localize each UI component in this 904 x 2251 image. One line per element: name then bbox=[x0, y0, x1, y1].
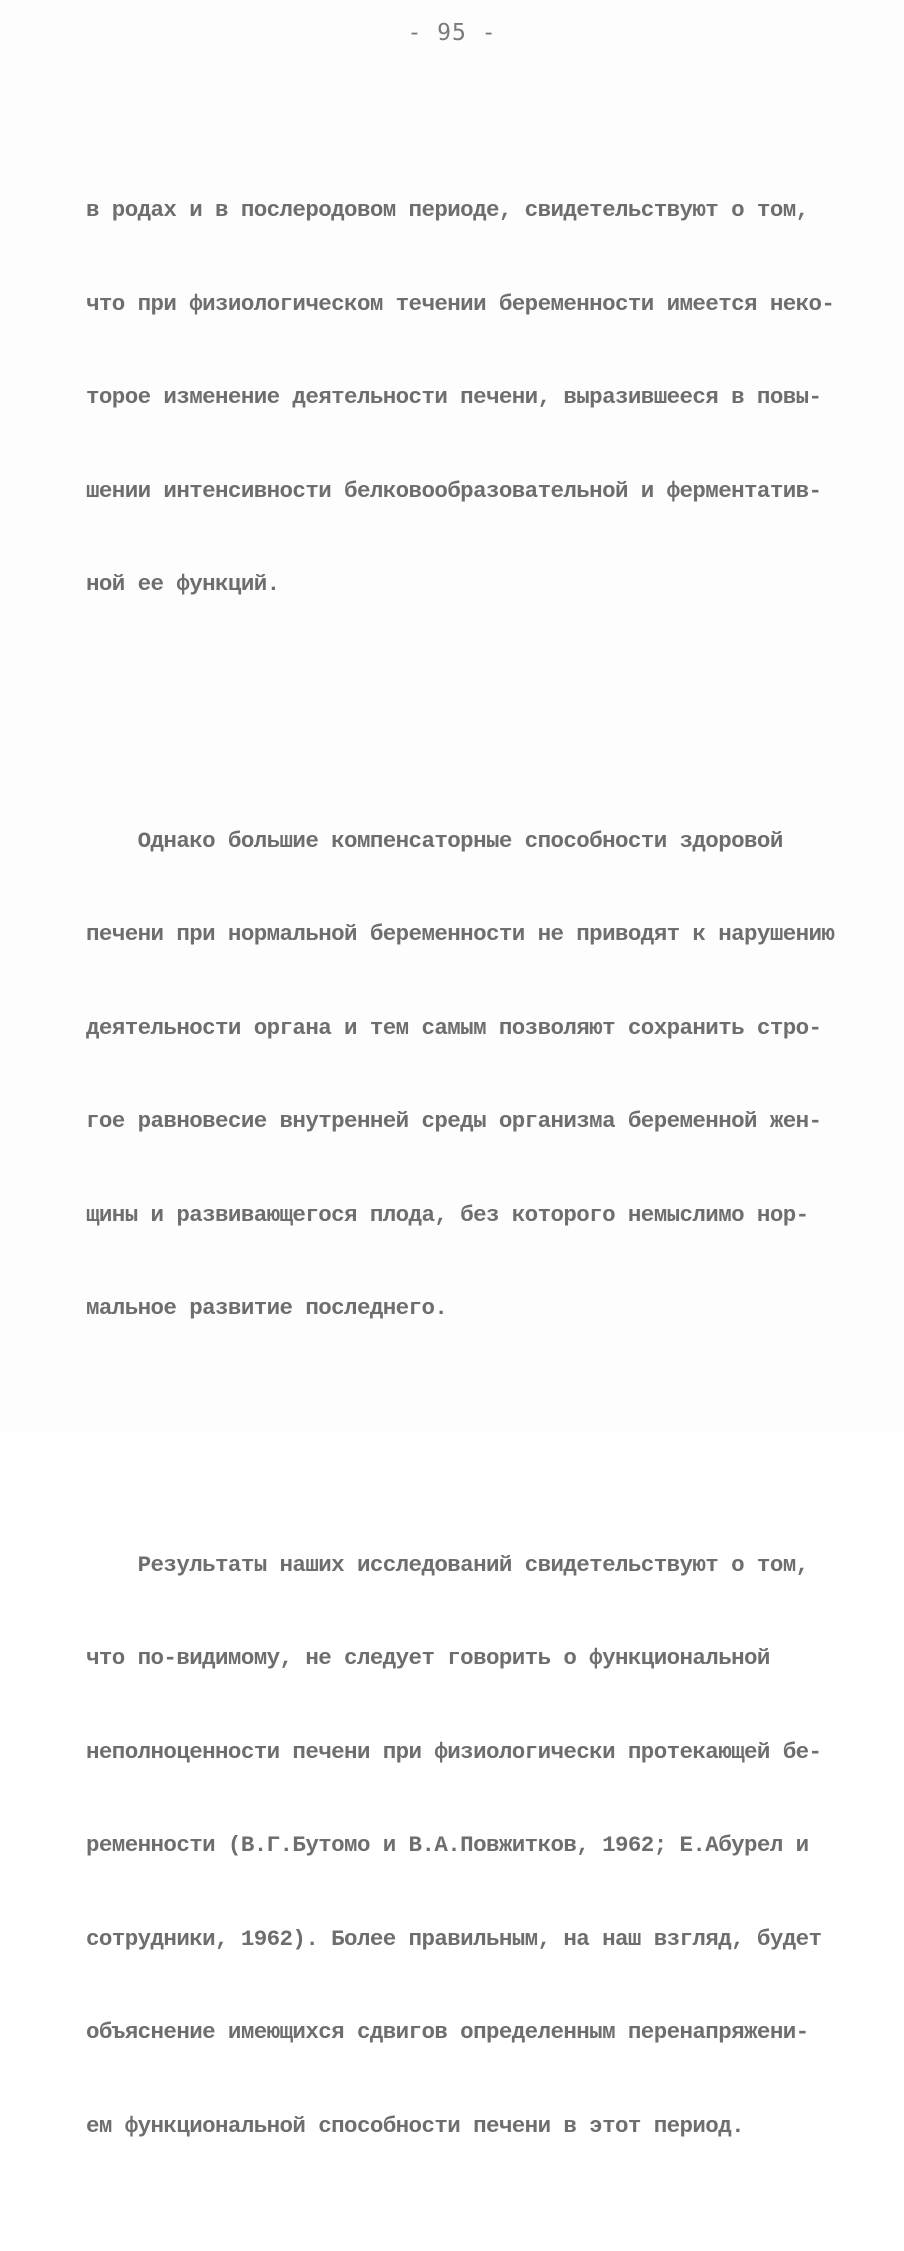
paragraph-gap bbox=[86, 710, 846, 717]
page-number: - 95 - bbox=[407, 20, 497, 46]
paragraph-3 bbox=[86, 1493, 846, 2200]
text-line: Однако большие компенсаторные способности здоровой bbox=[86, 827, 783, 854]
text-line: ем функциональной способности печени в этот период. bbox=[86, 2112, 745, 2139]
text-line: неполноценности печени при физиологически протекающей бе- bbox=[86, 1738, 822, 1765]
text-line: объяснение имеющихся сдвигов определенным перенапряжени- bbox=[86, 2019, 809, 2045]
text-line: сотрудники, 1962). Более правильным, на наш взгляд, будет bbox=[86, 1925, 822, 1952]
text-line: деятельности органа и тем самым позволяют сохранить стро- bbox=[86, 1014, 822, 1041]
text-line: в родах и в послеродовом периоде, свидетельствуют о том, bbox=[86, 197, 809, 223]
text-line: Результаты наших исследований свидетельствуют о том, bbox=[86, 1551, 809, 1578]
paragraph-gap bbox=[86, 1434, 846, 1441]
paragraph-1 bbox=[86, 138, 846, 658]
text-line: ной ее функций. bbox=[86, 571, 280, 597]
text-line: шении интенсивности белковообразовательной и ферментатив- bbox=[86, 477, 822, 504]
text-line: что по-видимому, не следует говорить о функциональной bbox=[86, 1645, 770, 1671]
text-line: щины и развивающегося плода, без которого немыслимо нор- bbox=[86, 1201, 809, 1228]
text-line: гое равновесие внутренней среды организма беременной жен- bbox=[86, 1108, 822, 1134]
text-line: печени при нормальной беременности не приводят к нарушению bbox=[86, 921, 835, 947]
text-line: мальное развитие последнего. bbox=[86, 1295, 448, 1321]
body-text bbox=[86, 86, 846, 2251]
text-line: ременности (В.Г.Бутомо и В.А.Повжитков, 1962; Е.Абурел и bbox=[86, 1832, 809, 1858]
text-line: что при физиологическом течении беременности имеется неко- bbox=[86, 290, 835, 317]
paragraph-2 bbox=[86, 769, 846, 1382]
text-line: торое изменение деятельности печени, выразившееся в повы- bbox=[86, 384, 822, 410]
